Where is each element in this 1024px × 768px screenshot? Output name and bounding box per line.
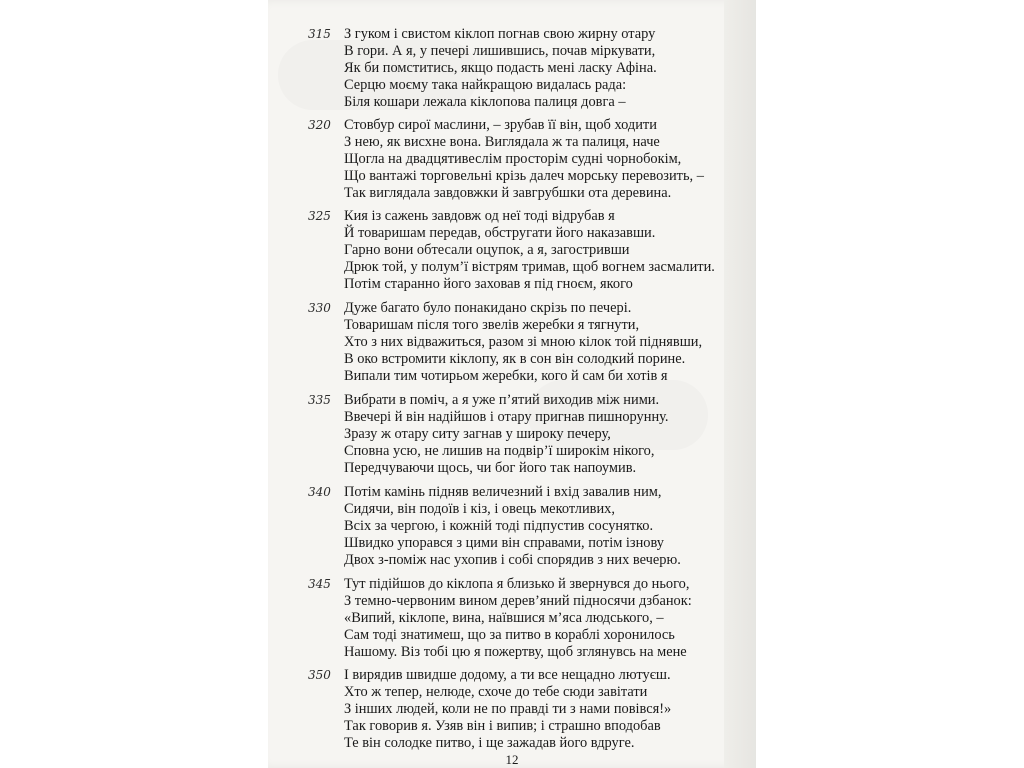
verse-line: Серцю моєму така найкращою видалась рада:	[344, 77, 627, 93]
line-number: 330	[308, 301, 331, 315]
verse-line: З темно-червоним вином дерев’яний підносячи дзбанок:	[344, 593, 692, 609]
line-number: 345	[308, 577, 331, 591]
verse-line: Як би помститись, якщо подасть мені ласку Афіна.	[344, 60, 657, 76]
verse-line: В око встромити кіклопу, як в сон він солодкий порине.	[344, 351, 686, 367]
stanza-lines	[344, 576, 740, 661]
verse-line: Сам тоді знатимеш, що за питво в кораблі хоронилось	[344, 627, 675, 643]
verse-line: Щогла на двадцятивеслім просторім судні чорнобокім,	[344, 151, 682, 167]
stanza-lines	[344, 208, 740, 293]
verse-line: Потім старанно його заховав я під гноєм, якого	[344, 276, 633, 292]
verse-line: Так виглядала завдовжки й завгрубшки ота деревина.	[344, 185, 672, 201]
line-number: 335	[308, 393, 331, 407]
stanza-lines	[344, 392, 740, 477]
verse-line: Зразу ж отару ситу загнав у широку печеру,	[344, 426, 611, 442]
verse-line: І вирядив швидше додому, а ти все нещадно лютуєш.	[344, 667, 671, 683]
verse-line: Всіх за чергою, і кожній тоді підпустив сосунятко.	[344, 518, 654, 534]
verse-line: З нею, як висхне вона. Виглядала ж та палиця, наче	[344, 134, 660, 150]
verse-line: Так говорив я. Узяв він і випив; і страшно вподобав	[344, 718, 661, 734]
line-number: 325	[308, 209, 331, 223]
verse-line: Біля кошари лежала кіклопова палиця довга –	[344, 94, 626, 110]
verse-line: З гуком і свистом кіклоп погнав свою жирну отару	[344, 26, 656, 42]
stanza-lines	[344, 484, 740, 569]
verse-line: Сидячи, він подоїв і кіз, і овець мекотливих,	[344, 501, 615, 517]
verse-line: Що вантажі торговельні крізь далеч морську перевозить, –	[344, 168, 704, 184]
verse-line: Нашому. Віз тобі цю я пожертву, щоб зглянувсь на мене	[344, 644, 687, 660]
verse-line: Дрюк той, у полум’ї вістрям тримав, щоб вогнем засмалити.	[344, 259, 715, 275]
line-number: 350	[308, 668, 331, 682]
verse-line: Швидко упорався з цими він справами, потім ізнову	[344, 535, 665, 551]
verse-line: Сповна усю, не лишив на подвір’ї широкім нікого,	[344, 443, 655, 459]
stanza-lines	[344, 26, 740, 111]
verse-line: Товаришам після того звелів жеребки я тягнути,	[344, 317, 640, 333]
verse-line: Хто ж тепер, нелюде, схоче до тебе сюди завітати	[344, 684, 648, 700]
line-number: 340	[308, 485, 331, 499]
verse-line: «Випий, кіклопе, вина, наївшися м’яса людського, –	[344, 610, 664, 626]
verse-line: Хто з них відважиться, разом зі мною кілок той піднявши,	[344, 334, 703, 350]
verse-line: Кия із сажень завдовж од неї тоді відрубав я	[344, 208, 615, 224]
line-number: 320	[308, 118, 331, 132]
verse-line: Потім камінь підняв величезний і вхід завалив ним,	[344, 484, 662, 500]
verse-line: Тут підійшов до кіклопа я близько й звернувся до нього,	[344, 576, 690, 592]
stanza-lines	[344, 300, 740, 385]
verse-line: Стовбур сирої маслини, – зрубав її він, щоб ходити	[344, 117, 657, 133]
line-number: 315	[308, 27, 331, 41]
stanza-lines	[344, 667, 740, 752]
verse-line: Двох з-поміж нас ухопив і собі спорядив з них вечерю.	[344, 552, 681, 568]
verse-line: Дуже багато було понакидано скрізь по печері.	[344, 300, 632, 316]
book-page	[268, 0, 756, 768]
verse-line: Випали тим чотирьом жеребки, кого й сам би хотів я	[344, 368, 668, 384]
verse-line: Ввечері й він надійшов і отару пригнав пишнорунну.	[344, 409, 669, 425]
verse-line: Передчуваючи щось, чи бог його так напоумив.	[344, 460, 637, 476]
page-number: 12	[505, 752, 519, 767]
verse-line: Гарно вони обтесали оцупок, а я, загостривши	[344, 242, 630, 258]
verse-line: Те він солодке питво, і ще зажадав його вдруге.	[344, 735, 635, 751]
verse-line: З інших людей, коли не по правді ти з нами повівся!»	[344, 701, 672, 717]
verse-line: Вибрати в поміч, а я уже п’ятий виходив між ними.	[344, 392, 660, 408]
verse-line: В гори. А я, у печері лишившись, почав міркувати,	[344, 43, 656, 59]
verse-line: Й товаришам передав, обстругати його наказавши.	[344, 225, 656, 241]
stanza-lines	[344, 117, 740, 202]
